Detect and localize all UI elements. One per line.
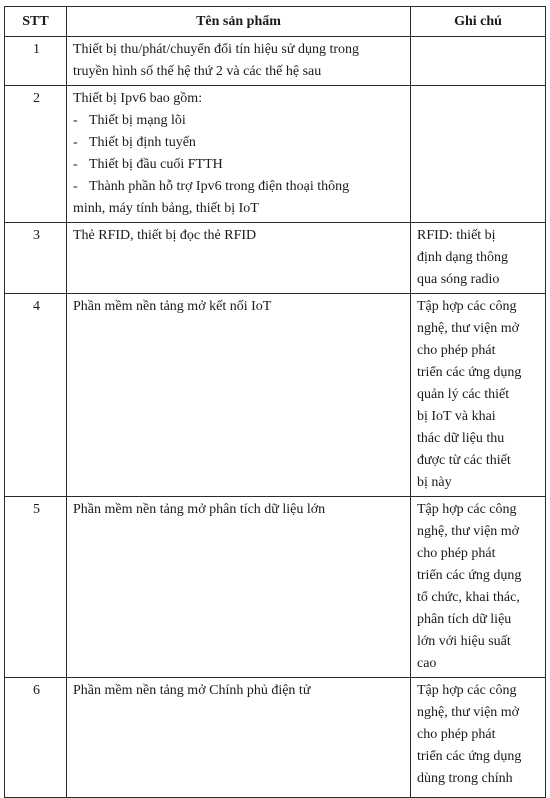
note-text: Tập hợp các công — [417, 299, 517, 314]
note-text: Tập hợp các công — [417, 683, 517, 698]
table-row — [5, 86, 546, 223]
product-text: Thiết bị Ipv6 bao gồm: — [73, 91, 203, 106]
note-cell — [411, 294, 546, 497]
dash-bullet-icon: - — [73, 113, 78, 128]
note-cell — [411, 86, 546, 223]
note-text: nghệ, thư viện mở — [417, 524, 520, 539]
row-number: 2 — [5, 86, 67, 223]
header-stt: STT — [5, 7, 67, 37]
note-cell — [411, 37, 546, 86]
note-text: triển các ứng dụng — [417, 365, 522, 380]
product-text: truyền hình số thế hệ thứ 2 và các thế hệ sau — [73, 64, 322, 79]
note-text: dùng trong chính — [417, 771, 513, 786]
product-text: Thẻ RFID, thiết bị đọc thẻ RFID — [73, 228, 257, 243]
row-number: 4 — [5, 294, 67, 497]
note-cell — [411, 223, 546, 294]
product-cell — [67, 37, 411, 86]
row-number: 3 — [5, 223, 67, 294]
note-text: cao — [417, 656, 437, 671]
dash-bullet-icon: - — [73, 157, 78, 172]
bullet-item — [73, 176, 406, 198]
note-text: phân tích dữ liệu — [417, 612, 512, 627]
product-cell — [67, 86, 411, 223]
note-text: được từ các thiết — [417, 453, 511, 468]
note-text: cho phép phát — [417, 343, 496, 358]
note-text: nghệ, thư viện mở — [417, 705, 520, 720]
product-text: Phần mềm nền tảng mở Chính phủ điện tử — [73, 683, 311, 698]
note-cell — [411, 678, 546, 798]
dash-bullet-icon: - — [73, 135, 78, 150]
table-row — [5, 37, 546, 86]
note-text: RFID: thiết bị — [417, 228, 496, 243]
product-cell — [67, 497, 411, 678]
note-text: triển các ứng dụng — [417, 749, 522, 764]
row-number: 1 — [5, 37, 67, 86]
product-text: Phần mềm nền tảng mở phân tích dữ liệu lớn — [73, 502, 326, 517]
note-text: quản lý các thiết — [417, 387, 510, 402]
note-text: nghệ, thư viện mở — [417, 321, 520, 336]
note-text: lớn với hiệu suất — [417, 634, 511, 649]
table-row — [5, 223, 546, 294]
table-row — [5, 294, 546, 497]
row-number: 6 — [5, 678, 67, 798]
note-text: cho phép phát — [417, 727, 496, 742]
bullet-continuation: minh, máy tính bảng, thiết bị IoT — [73, 201, 259, 216]
header-product-name: Tên sản phẩm — [67, 7, 411, 37]
product-cell — [67, 294, 411, 497]
note-text: Tập hợp các công — [417, 502, 517, 517]
note-text: thác dữ liệu thu — [417, 431, 505, 446]
note-text: triển các ứng dụng — [417, 568, 522, 583]
bullet-text: Thiết bị mạng lõi — [89, 113, 186, 128]
note-text: qua sóng radio — [417, 272, 500, 287]
table-row — [5, 678, 546, 798]
note-text: cho phép phát — [417, 546, 496, 561]
bullet-text: Thiết bị đầu cuối FTTH — [89, 157, 223, 172]
bullet-item — [73, 154, 406, 176]
bullet-item — [73, 110, 406, 132]
product-cell — [67, 678, 411, 798]
row-number: 5 — [5, 497, 67, 678]
dash-bullet-icon: - — [73, 179, 78, 194]
table-row — [5, 497, 546, 678]
note-text: bị này — [417, 475, 452, 490]
product-text: Thiết bị thu/phát/chuyển đổi tín hiệu sử dụng trong — [73, 42, 359, 57]
header-note: Ghi chú — [411, 7, 546, 37]
table-header-row — [5, 7, 546, 37]
note-text: tổ chức, khai thác, — [417, 590, 520, 605]
bullet-text: Thiết bị định tuyến — [89, 135, 196, 150]
bullet-text: Thành phần hỗ trợ Ipv6 trong điện thoại thông — [89, 179, 350, 194]
note-cell — [411, 497, 546, 678]
bullet-item — [73, 132, 406, 154]
product-text: Phần mềm nền tảng mở kết nối IoT — [73, 299, 272, 314]
note-text: định dạng thông — [417, 250, 508, 265]
product-table — [4, 6, 546, 798]
product-cell — [67, 223, 411, 294]
note-text: bị IoT và khai — [417, 409, 496, 424]
